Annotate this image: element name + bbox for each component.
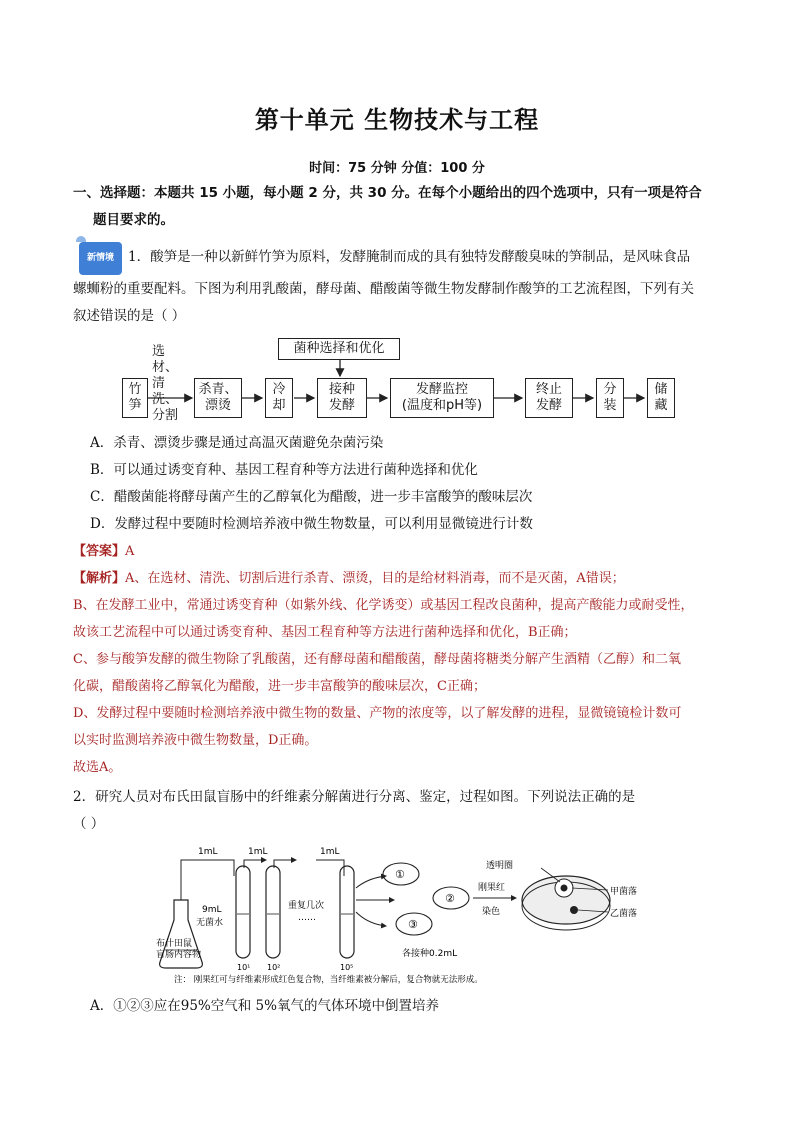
step-storage: 储 藏 (647, 378, 675, 418)
question-2-stem (73, 784, 723, 838)
page-title: 第十单元 生物技术与工程 (254, 106, 540, 134)
strain-selection-box: 菌种选择和优化 (278, 338, 400, 360)
analysis-line-5: 化碳，醋酸菌将乙醇氧化为醋酸，进一步丰富酸笋的酸味层次，C正确； (73, 679, 486, 694)
question-2-line2: （ ） (73, 816, 105, 832)
plate-label-2: ② (445, 892, 455, 905)
step-fermentation-monitoring: 发酵监控 (温度和pH等) (390, 378, 494, 418)
step-packaging: 分 装 (596, 378, 624, 418)
plate-label-1: ① (395, 868, 405, 881)
tube-label-2: 10² (267, 963, 281, 972)
colony-b-label: 乙菌落 (610, 909, 638, 919)
analysis-line-1: 【解析】A、在选材、清洗、切割后进行杀青、漂烫，目的是给材料消毒，而不是灭菌，A错误； (73, 571, 625, 586)
pretreatment-label (152, 344, 178, 424)
flask-label-1: 布什田鼠 (156, 939, 193, 949)
tube-10-5 (340, 866, 354, 958)
section-heading-line1: 一、选择题：本题共 15 小题，每小题 2 分，共 30 分。在每个小题给出的四个选项中，只有一项是符合 (73, 185, 702, 201)
inoculate-label: 各接种0.2mL (402, 949, 458, 959)
q2-option-a: A．①②③应在95%空气和 5%氧气的气体环境中倒置培养 (90, 998, 439, 1014)
tube-label-1: 10¹ (237, 963, 251, 972)
option-b: B．可以通过诱变育种、基因工程育种等方法进行菌种选择和优化 (90, 462, 478, 478)
answer-value: A (125, 544, 135, 559)
option-c: C．醋酸菌能将酵母菌产生的乙醇氧化为醋酸，进一步丰富酸笋的酸味层次 (90, 489, 533, 505)
tube-label-3: 10⁵ (340, 963, 354, 972)
analysis-line-2: B、在发酵工业中，常通过诱变育种（如紫外线、化学诱变）或基因工程改良菌种，提高产酸能力或耐受性， (73, 598, 694, 613)
step-bamboo-shoot: 竹 笋 (122, 378, 148, 418)
plate-label-3: ③ (408, 918, 418, 931)
question-1-stem (73, 243, 729, 330)
colony-a-label: 甲菌落 (610, 887, 638, 897)
answer-line (73, 538, 733, 565)
option-a: A．杀青、漂烫步骤是通过高温灭菌避免杂菌污染 (90, 435, 384, 451)
step-stop-fermentation: 终止 发酵 (525, 378, 573, 418)
option-d: D．发酵过程中要随时检测培养液中微生物数量，可以利用显微镜进行计数 (90, 516, 533, 532)
figure-note: 注： 刚果红可与纤维素形成红色复合物，当纤维素被分解后，复合物就无法形成。 (174, 975, 483, 985)
halo-label: 透明圈 (486, 861, 514, 871)
exam-meta: 时间：75 分钟 分值：100 分 (309, 161, 485, 176)
question-1-text1: 1．酸笋是一种以新鲜竹笋为原料，发酵腌制而成的具有独特发酵酸臭味的笋制品，是风味食品 (128, 249, 691, 265)
analysis-line-3: 故该工艺流程中可以通过诱变育种、基因工程育种等方法进行菌种选择和优化，B正确； (73, 625, 577, 640)
new-context-badge: 新情境 (79, 242, 122, 275)
analysis-line-4: C、参与酸笋发酵的微生物除了乳酸菌，还有酵母菌和醋酸菌，酵母菌将糖类分解产生酒精（乙醇）和二氧 (73, 652, 681, 667)
question-1-line2: 螺蛳粉的重要配料。下图为利用乳酸菌，酵母菌、醋酸菌等微生物发酵制作酸笋的工艺流程图，下列有关 (73, 281, 694, 297)
ml-label-3: 1mL (320, 847, 340, 857)
section-heading-line2: 题目要求的。 (93, 212, 174, 228)
analysis-line-7: 以实时监测培养液中微生物数量，D正确。 (73, 733, 318, 748)
step-blanching: 杀青、 漂烫 (194, 378, 242, 418)
step-inoculation: 接种 发酵 (317, 378, 367, 418)
question-1-line3: 叙述错误的是（ ） (73, 308, 186, 324)
pretreatment-label-1: 选材、 (152, 344, 179, 375)
pretreatment-label-3: 分割 (152, 408, 179, 423)
water-label-2: 无菌水 (196, 918, 224, 928)
flask-label-2: 盲肠内容物 (156, 950, 202, 960)
tube-10-2 (266, 866, 280, 958)
stain-label-2: 染色 (482, 907, 501, 917)
analysis-label: 【解析】 (73, 571, 126, 586)
tube-10-1 (236, 866, 250, 958)
answer-analysis (73, 538, 733, 781)
conclusion-line: 故选A。 (73, 760, 122, 775)
analysis-line-6: D、发酵过程中要随时检测培养液中微生物的数量、产物的浓度等，以了解发酵的进程，显微镜镜检计数可 (73, 706, 682, 721)
repeat-label: 重复几次 (288, 901, 325, 911)
section-heading (73, 180, 723, 234)
answer-label: 【答案】 (73, 544, 126, 559)
stain-label-1: 刚果红 (478, 883, 506, 893)
colony-b-dot (570, 906, 578, 914)
ml-label-2: 1mL (248, 847, 268, 857)
isolation-figure (156, 838, 656, 988)
colony-a-dot (561, 885, 568, 892)
repeat-dots: …… (298, 913, 316, 923)
question-1-line1 (79, 243, 729, 276)
step-cooling: 冷 却 (265, 378, 293, 418)
water-label-1: 9mL (202, 905, 222, 915)
question-2-line1: 2．研究人员对布氏田鼠盲肠中的纤维素分解菌进行分离、鉴定，过程如图。下列说法正确的是 (73, 789, 636, 805)
ml-label-1: 1mL (198, 847, 218, 857)
pretreatment-label-2: 清洗、 (152, 376, 179, 407)
